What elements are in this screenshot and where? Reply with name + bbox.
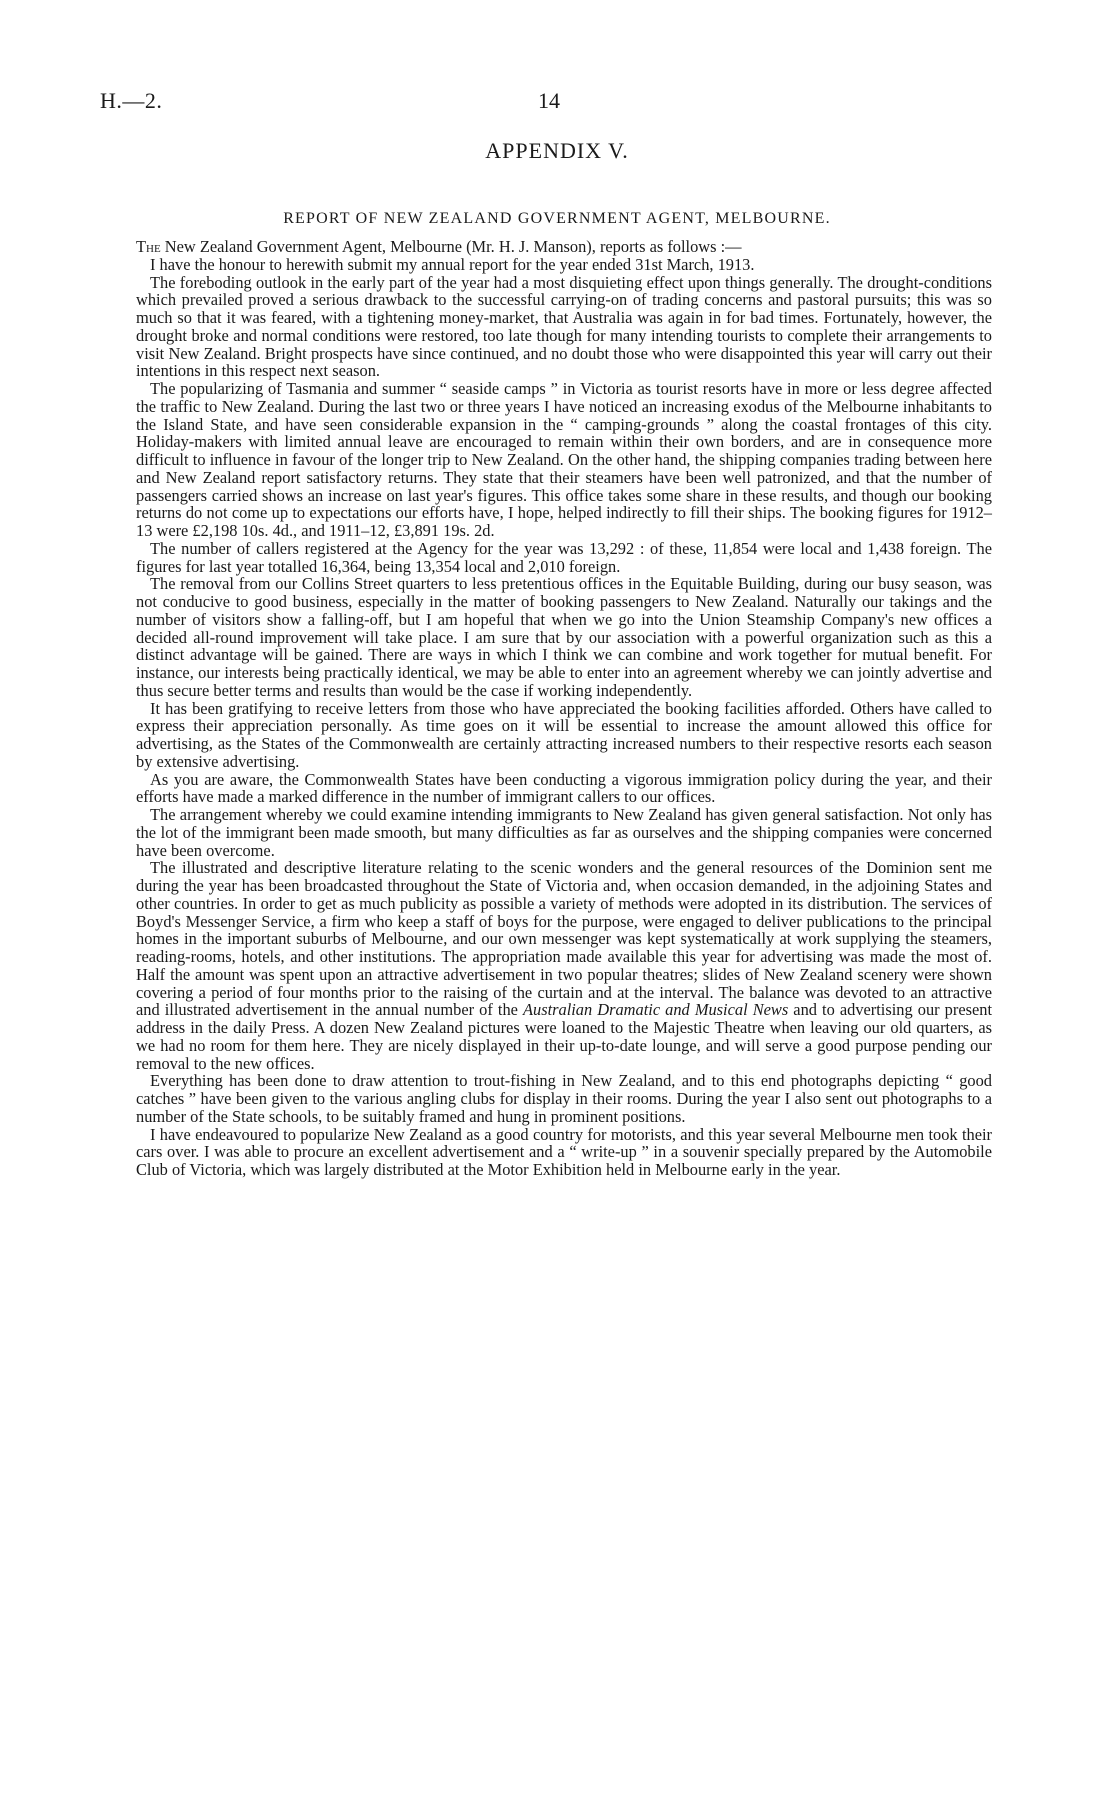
paragraph-6: It has been gratifying to receive letters from those who have appreciated the booking facilities afforded. Others have called to express their appreciation personally. As time goes on it will be essential to increase the amount allowed this office for advertising, as the States of the Commonwealth are certainly attracting increased numbers to their respective resorts each season by extensive advertising.	[136, 698, 992, 771]
appendix-title: APPENDIX V.	[485, 138, 629, 163]
paragraph-9-part-b: and to advertising our present address in the daily Press. A dozen New Zealand pictures were loaned to the Majestic Theatre when leaving our old quarters, as we had no room for them here. They are nicely displayed in their up-to-date lounge, and will serve a good purpose pending our removal to the new offices.	[136, 1000, 992, 1073]
page-number: 14	[538, 88, 560, 113]
paragraph-9	[136, 859, 992, 1072]
report-title: REPORT OF NEW ZEALAND GOVERNMENT AGENT, MELBOURNE.	[283, 210, 831, 227]
intro-lead-word: The	[136, 237, 161, 256]
paragraph-7: As you are aware, the Commonwealth States have been conducting a vigorous immigration policy during the year, and their efforts have made a marked difference in the number of immigrant callers to our offices.	[136, 769, 992, 807]
intro-text: New Zealand Government Agent, Melbourne (Mr. H. J. Manson), reports as follows :—	[160, 237, 742, 256]
document-id: H.—2.	[100, 88, 163, 113]
paragraph-4: The number of callers registered at the Agency for the year was 13,292 : of these, 11,854 were local and 1,438 foreign. The figures for last year totalled 16,364, being 13,354 local and 2,010 foreign.	[136, 538, 992, 576]
paragraph-2: The foreboding outlook in the early part of the year had a most disquieting effect upon things generally. The drought-conditions which prevailed proved a serious drawback to the successful carrying-on of trading concerns and pastoral pursuits; this was so much so that it was feared, with a tightening money-market, that Australia was again in for bad times. Fortunately, however, the drought broke and normal conditions were restored, too late though for many intending tourists to complete their arrangements to visit New Zealand. Bright prospects have since continued, and no doubt those who were disappointed this year will carry out their intentions in this respect next season.	[136, 272, 992, 381]
paragraph-10: Everything has been done to draw attention to trout-fishing in New Zealand, and to this end photographs depicting “ good catches ” have been given to the various angling clubs for display in their rooms. During the year I also sent out photographs to a number of the State schools, to be suitably framed and hung in prominent positions.	[136, 1071, 992, 1126]
intro-paragraph	[136, 238, 992, 256]
paragraph-9-part-a: The illustrated and descriptive literature relating to the scenic wonders and the general resources of the Dominion sent me during the year has been broadcasted throughout the State of Victoria and, when occasion demanded, in the adjoining States and other countries. In order to get as much publicity as possible a variety of methods were adopted in its distribution. The services of Boyd's Messenger Service, a firm who keep a staff of boys for the purpose, were engaged to deliver publications to the principal homes in the important suburbs of Melbourne, and our own messenger was kept systematically at work supplying the steamers, reading-rooms, hotels, and other institutions. The appropriation made available this year for advertising was made the most of. Half the amount was spent upon an attractive advertisement in two popular theatres; slides of New Zealand scenery were shown covering a period of four months prior to the raising of the curtain and at the interval. The balance was devoted to an attractive and illustrated advertisement in the annual number of the	[136, 858, 992, 1020]
paragraph-1: I have the honour to herewith submit my annual report for the year ended 31st March, 1913.	[150, 254, 755, 274]
paragraph-11: I have endeavoured to popularize New Zealand as a good country for motorists, and this year several Melbourne men took their cars over. I was able to procure an excellent advertisement and a “ write-up ” in a souvenir specially prepared by the Automobile Club of Victoria, which was largely distributed at the Motor Exhibition held in Melbourne early in the year.	[136, 1124, 992, 1179]
paragraph-5: The removal from our Collins Street quarters to less pretentious offices in the Equitable Building, during our busy season, was not conducive to good business, especially in the matter of booking passengers to New Zealand. Naturally our takings and the number of visitors show a falling-off, but I am hopeful that when we go into the Union Steamship Company's new offices a decided all-round improvement will take place. I am sure that by our association with a powerful organization such as this a distinct advantage will be gained. There are ways in which I think we can combine and work together for mutual benefit. For instance, our interests being practically identical, we may be able to enter into an agreement whereby we can jointly advertise and thus secure better terms and results than would be the case if working independently.	[136, 574, 992, 700]
paragraph-3: The popularizing of Tasmania and summer “ seaside camps ” in Victoria as tourist resorts have in more or less degree affected the traffic to New Zealand. During the last two or three years I have noticed an increasing exodus of the Melbourne inhabitants to the Island State, and have seen considerable expansion in the “ camping-grounds ” along the coastal frontages of this city. Holiday-makers with limited annual leave are encouraged to remain within their own borders, and are in consequence more difficult to influence in favour of the longer trip to New Zealand. On the other hand, the shipping companies trading between here and New Zealand report satisfactory returns. They state that their steamers have been well patronized, and that the number of passengers carried shows an increase on last year's figures. This office takes some share in these results, and though our booking returns do not come up to expectations our efforts have, I hope, helped indirectly to fill their ships. The booking figures for 1912–13 were £2,198 10s. 4d., and 1911–12, £3,891 19s. 2d.	[136, 379, 992, 540]
report-body	[136, 238, 992, 1179]
paragraph-8: The arrangement whereby we could examine intending immigrants to New Zealand has given general satisfaction. Not only has the lot of the immigrant been made smooth, but many difficulties as far as ourselves and the shipping companies were concerned have been overcome.	[136, 805, 992, 860]
publication-title: Australian Dramatic and Musical News	[522, 1000, 789, 1020]
